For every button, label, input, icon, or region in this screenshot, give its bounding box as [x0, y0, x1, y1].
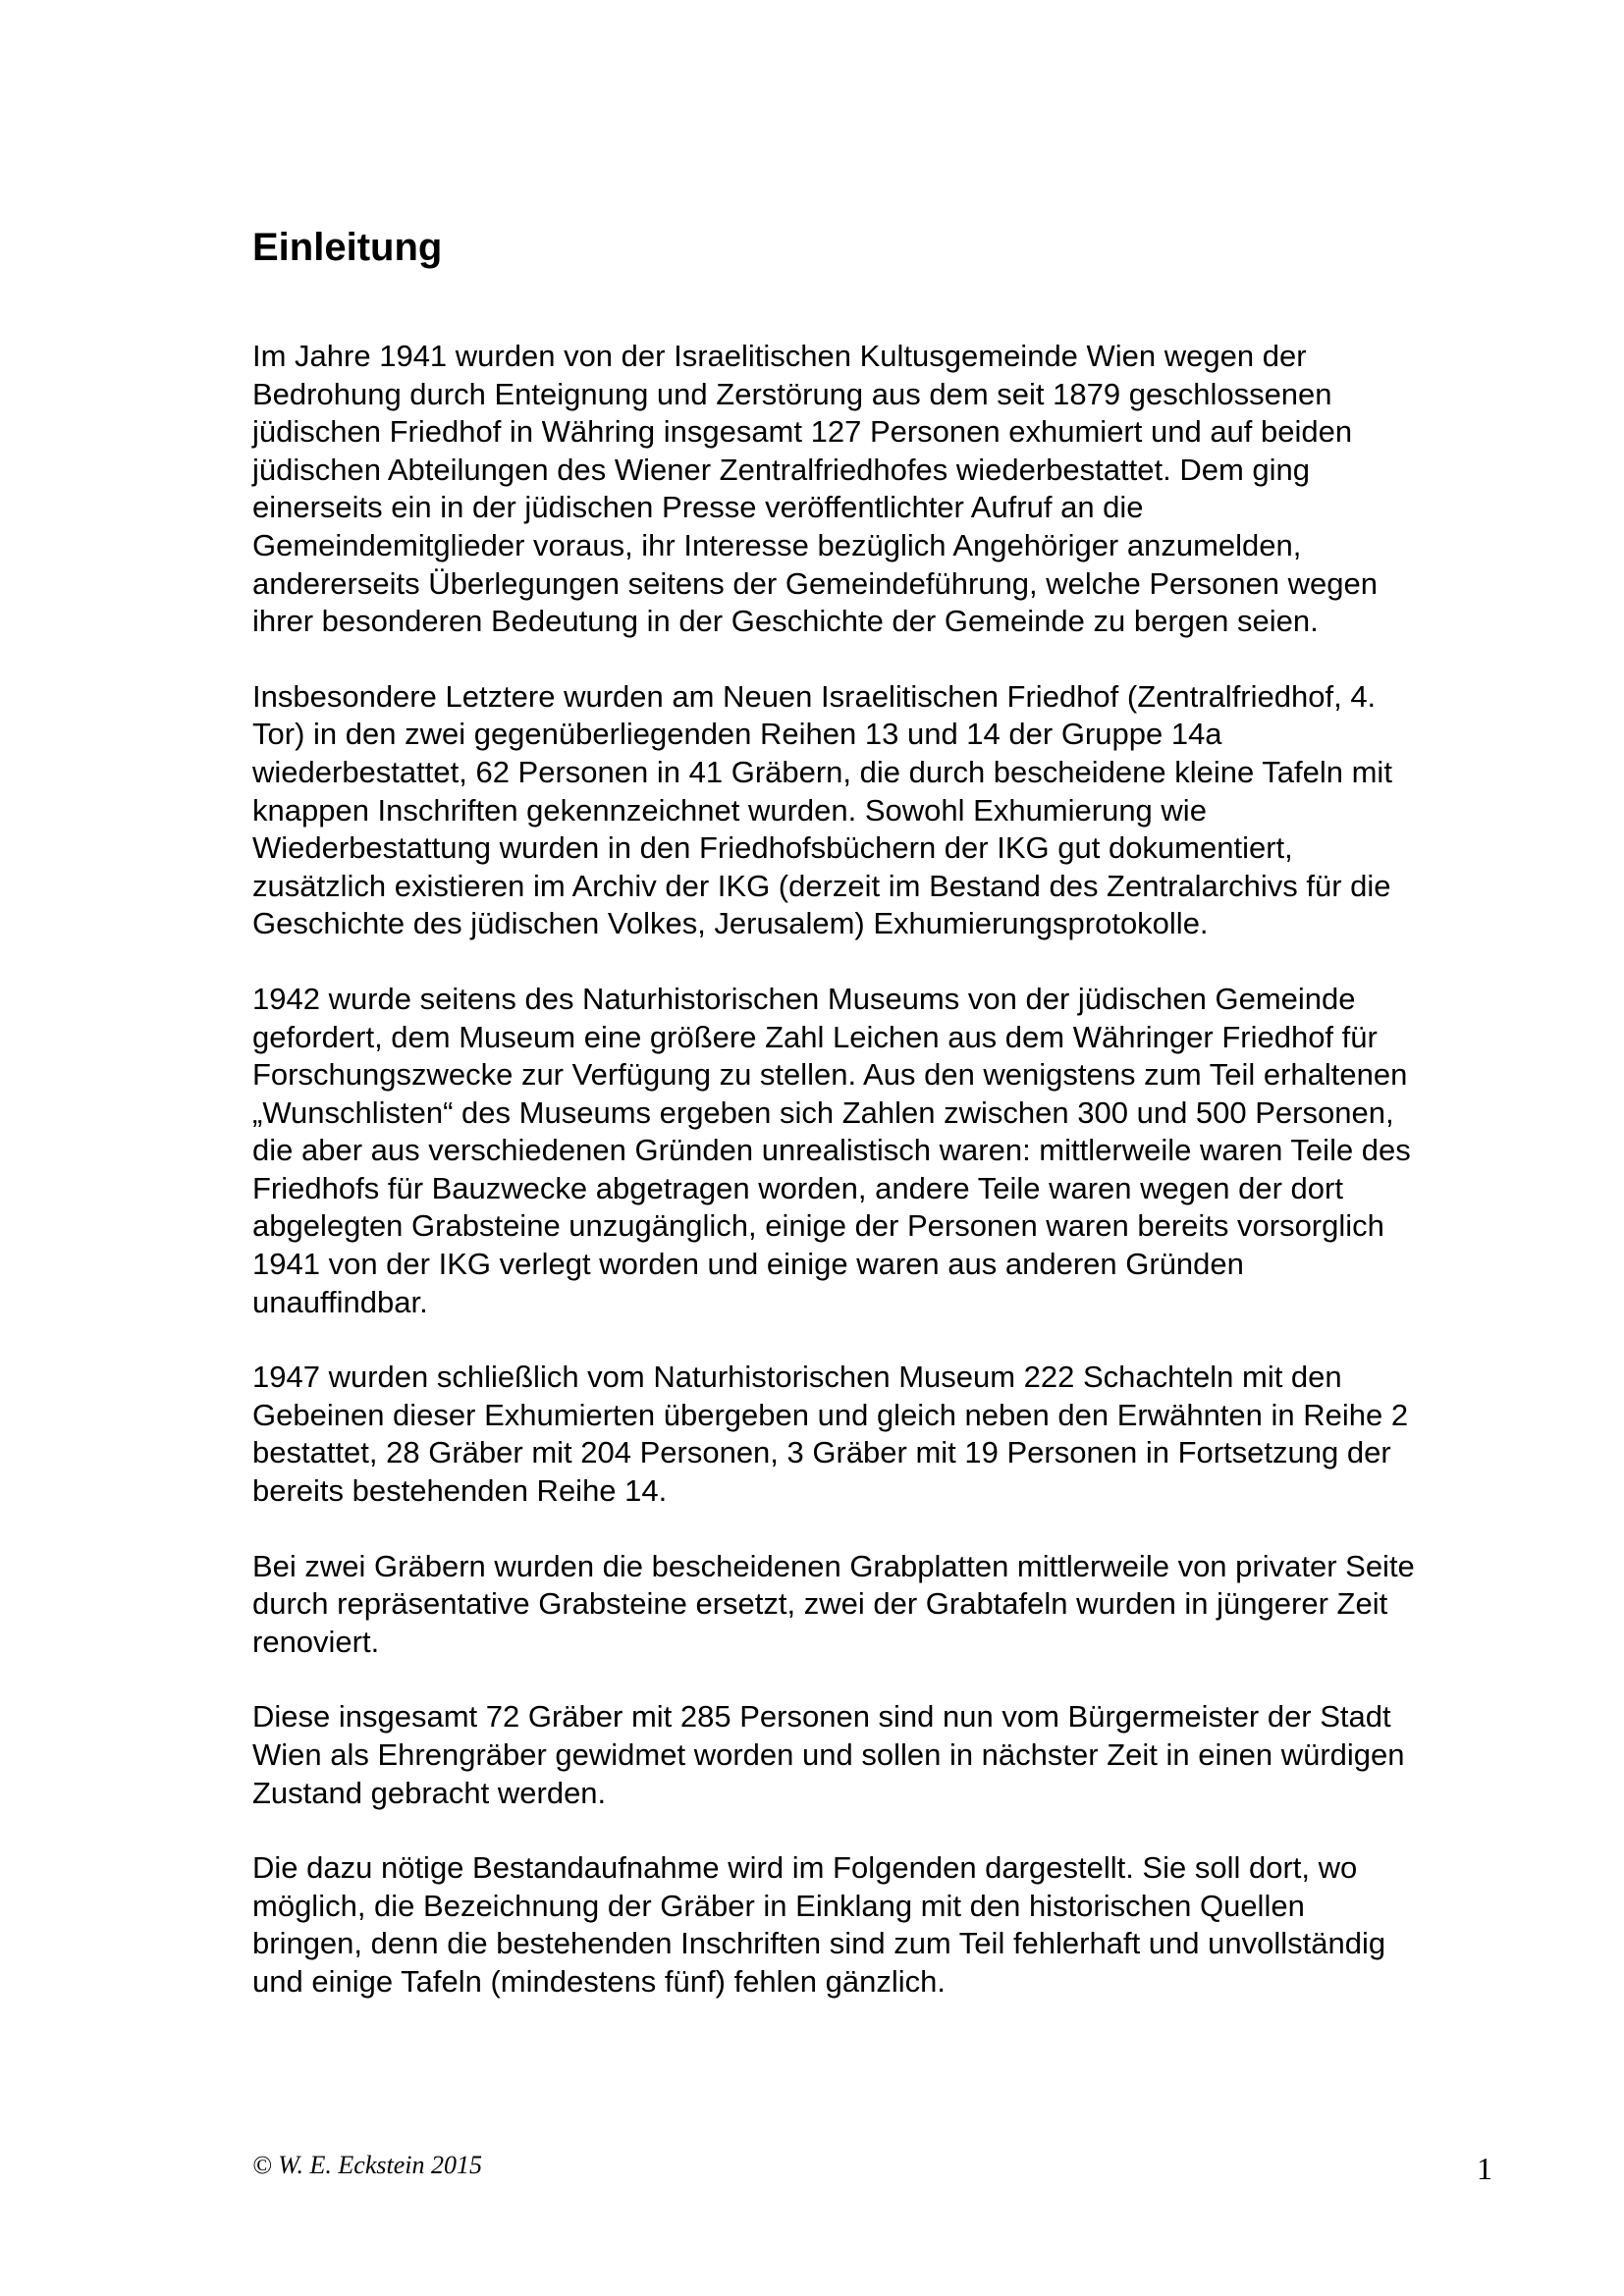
paragraph-4: 1947 wurden schließlich vom Naturhistorischen Museum 222 Schachteln mit den Gebeinen dieser Exhumierten übergeben und gleich neben den Erwähnten in Reihe 2 bestattet, 28 Gräber mit 204 Personen, 3 Gräber mit 19 Personen in Fortsetzung der bereits bestehenden Reihe 14.	[252, 1360, 1409, 1509]
paragraph-6: Diese insgesamt 72 Gräber mit 285 Personen sind nun vom Bürgermeister der Stadt Wien als Ehrengräber gewidmet worden und sollen in nächster Zeit in einen würdigen Zustand gebracht werden.	[252, 1699, 1405, 1810]
paragraph-5: Bei zwei Gräbern wurden die bescheidenen Grabplatten mittlerweile von privater Seite durch repräsentative Grabsteine ersetzt, zwei der Grabtafeln wurden in jüngerer Zeit renoviert.	[252, 1548, 1415, 1659]
page-title: Einleitung	[252, 226, 443, 269]
body-text	[252, 338, 1529, 2039]
paragraph-2: Insbesondere Letztere wurden am Neuen Israelitischen Friedhof (Zentralfriedhof, 4. Tor) in den zwei gegenüberliegenden Reihen 13 und 14 der Gruppe 14a wiederbestattet, 62 Personen in 41 Gräbern, die durch bescheidene kleine Tafeln mit knappen Inschriften gekennzeichnet wurden. Sowohl Exhumierung wie Wiederbestattung wurden in den Friedhofsbüchern der IKG gut dokumentiert, zusätzlich existieren im Archiv der IKG (derzeit im Bestand des Zentralarchivs für die Geschichte des jüdischen Volkes, Jerusalem) Exhumierungsprotokolle.	[252, 678, 1392, 941]
paragraph-7: Die dazu nötige Bestandaufnahme wird im Folgenden dargestellt. Sie soll dort, wo möglich, die Bezeichnung der Gräber in Einklang mit den historischen Quellen bringen, denn die bestehenden Inschriften sind zum Teil fehlerhaft und unvollständig und einige Tafeln (mindestens fünf) fehlen gänzlich.	[252, 1850, 1386, 1999]
paragraph-3: 1942 wurde seitens des Naturhistorischen Museums von der jüdischen Gemeinde gefordert, dem Museum eine größere Zahl Leichen aus dem Währinger Friedhof für Forschungszwecke zur Verfügung zu stellen. Aus den wenigstens zum Teil erhaltenen „Wunschlisten“ des Museums ergeben sich Zahlen zwischen 300 und 500 Personen, die aber aus verschiedenen Gründen unrealistisch waren: mittlerweile waren Teile des Friedhofs für Bauzwecke abgetragen worden, andere Teile waren wegen der dort abgelegten Grabsteine unzugänglich, einige der Personen waren bereits vorsorglich 1941 von der IKG verlegt worden und einige waren aus anderen Gründen unauffindbar.	[252, 981, 1411, 1319]
footer-copyright: © W. E. Eckstein 2015	[252, 2151, 482, 2179]
page-number: 1	[1477, 2151, 1492, 2186]
paragraph-1: Im Jahre 1941 wurden von der Israelitischen Kultusgemeinde Wien wegen der Bedrohung durch Enteignung und Zerstörung aus dem seit 1879 geschlossenen jüdischen Friedhof in Währing insgesamt 127 Personen exhumiert und auf beiden jüdischen Abteilungen des Wiener Zentralfriedhofes wiederbestattet. Dem ging einerseits ein in der jüdischen Presse veröffentlichter Aufruf an die Gemeindemitglieder voraus, ihr Interesse bezüglich Angehöriger anzumelden, andererseits Überlegungen seitens der Gemeindeführung, welche Personen wegen ihrer besonderen Bedeutung in der Geschichte der Gemeinde zu bergen seien.	[252, 339, 1379, 639]
